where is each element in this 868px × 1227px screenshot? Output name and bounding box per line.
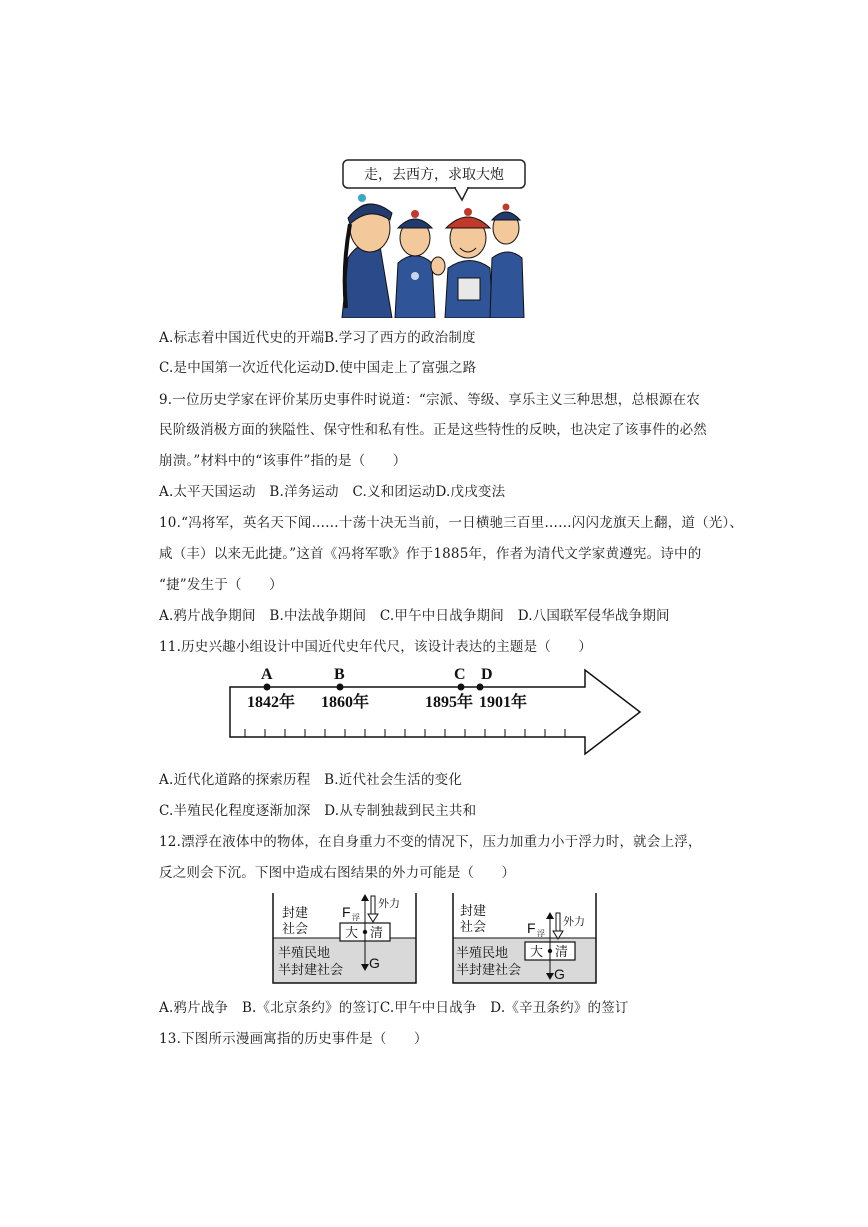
buoyancy-diagram-right (450, 893, 600, 985)
timeline-ruler (225, 662, 645, 757)
q9-stem-line-1: 9.一位历史学家在评价某历史事件时说道：“宗派、等级、享乐主义三种思想，总根源在农 (159, 392, 700, 408)
timeline-year-c: 1895年 (425, 694, 474, 711)
q10-stem-line-2: 咸（丰）以来无此捷。”这首《冯将军歌》作于1885年，作者为清代文学家黄遵宪。诗中的 (159, 546, 702, 562)
cartoon-illustration (340, 158, 530, 318)
q9-stem-line-3: 崩溃。”材料中的“该事件”指的是（ ） (159, 453, 407, 469)
q11-option-line-1: A.近代化道路的探索历程 B.近代社会生活的变化 (159, 772, 463, 788)
right-upper-text-2: 社会 (460, 919, 487, 934)
left-lower-text-2: 半封建社会 (278, 962, 344, 977)
right-lower-text-1: 半殖民地 (456, 945, 509, 960)
left-upper-text-1: 封建 (282, 905, 309, 920)
q8-option-line-2: C.是中国第一次近代化运动D.使中国走上了富强之路 (159, 360, 477, 376)
right-block-da: 大 (530, 944, 544, 959)
q11-option-line-2: C.半殖民化程度逐渐加深 D.从专制独裁到民主共和 (159, 803, 477, 819)
timeline-label-c: C (454, 666, 466, 683)
q10-options: A.鸦片战争期间 B.中法战争期间 C.甲午中日战争期间 D.八国联军侵华战争期间 (159, 608, 670, 624)
timeline-dot-c (458, 684, 465, 691)
right-upper-text-1: 封建 (460, 903, 487, 918)
right-gravity-label: G (554, 966, 565, 982)
buoyancy-diagram-left (270, 893, 420, 985)
left-block-qing: 清 (370, 925, 384, 940)
timeline-year-d: 1901年 (479, 694, 528, 711)
q9-options: A.太平天国运动 B.洋务运动 C.义和团运动D.戊戌变法 (159, 484, 506, 500)
q9-stem-line-2: 民阶级消极方面的狭隘性、保守性和私有性。正是这些特性的反映，也决定了该事件的必然 (159, 422, 707, 438)
q10-stem-line-3: “捷”发生于（ ） (159, 577, 283, 593)
q12-options: A.鸦片战争 B.《北京条约》的签订C.甲午中日战争 D.《辛丑条约》的签订 (159, 1000, 629, 1016)
right-lower-text-2: 半封建社会 (456, 962, 522, 977)
left-block-da: 大 (345, 925, 359, 940)
timeline-year-b: 1860年 (321, 694, 370, 711)
right-external-force-label: 外力 (563, 916, 585, 928)
left-lower-text-1: 半殖民地 (278, 945, 331, 960)
q11-stem: 11.历史兴趣小组设计中国近代史年代尺，该设计表达的主题是（ ） (159, 639, 593, 655)
right-buoyancy-sub: 浮 (537, 929, 545, 938)
timeline-dot-a (264, 684, 271, 691)
q13-stem: 13.下图所示漫画寓指的历史事件是（ ） (159, 1031, 428, 1047)
q12-stem-line-2: 反之则会下沉。下图中造成右图结果的外力可能是（ ） (159, 865, 516, 881)
left-external-force-label: 外力 (378, 898, 400, 910)
right-block-qing: 清 (555, 944, 569, 959)
q12-stem-line-1: 12.漂浮在液体中的物体，在自身重力不变的情况下，压力加重力小于浮力时，就会上浮， (159, 834, 702, 850)
q10-stem-line-1: 10.“冯将军，英名天下闻……十荡十决无当前，一日横驰三百里……闪闪龙旗天上翻，道（光）、 (159, 515, 744, 531)
left-upper-text-2: 社会 (282, 921, 309, 936)
q8-option-line-1: A.标志着中国近代史的开端B.学习了西方的政治制度 (159, 330, 476, 346)
timeline-label-d: D (481, 666, 493, 683)
timeline-label-b: B (334, 666, 345, 683)
timeline-dot-d (477, 684, 484, 691)
speech-bubble-text: 走，去西方，求取大炮 (364, 166, 504, 182)
right-buoyancy-label: F (527, 920, 536, 936)
timeline-label-a: A (261, 666, 273, 683)
left-buoyancy-sub: 浮 (352, 913, 360, 922)
left-buoyancy-label: F (342, 904, 351, 920)
left-gravity-label: G (369, 955, 380, 971)
timeline-year-a: 1842年 (247, 694, 296, 711)
timeline-dot-b (337, 684, 344, 691)
